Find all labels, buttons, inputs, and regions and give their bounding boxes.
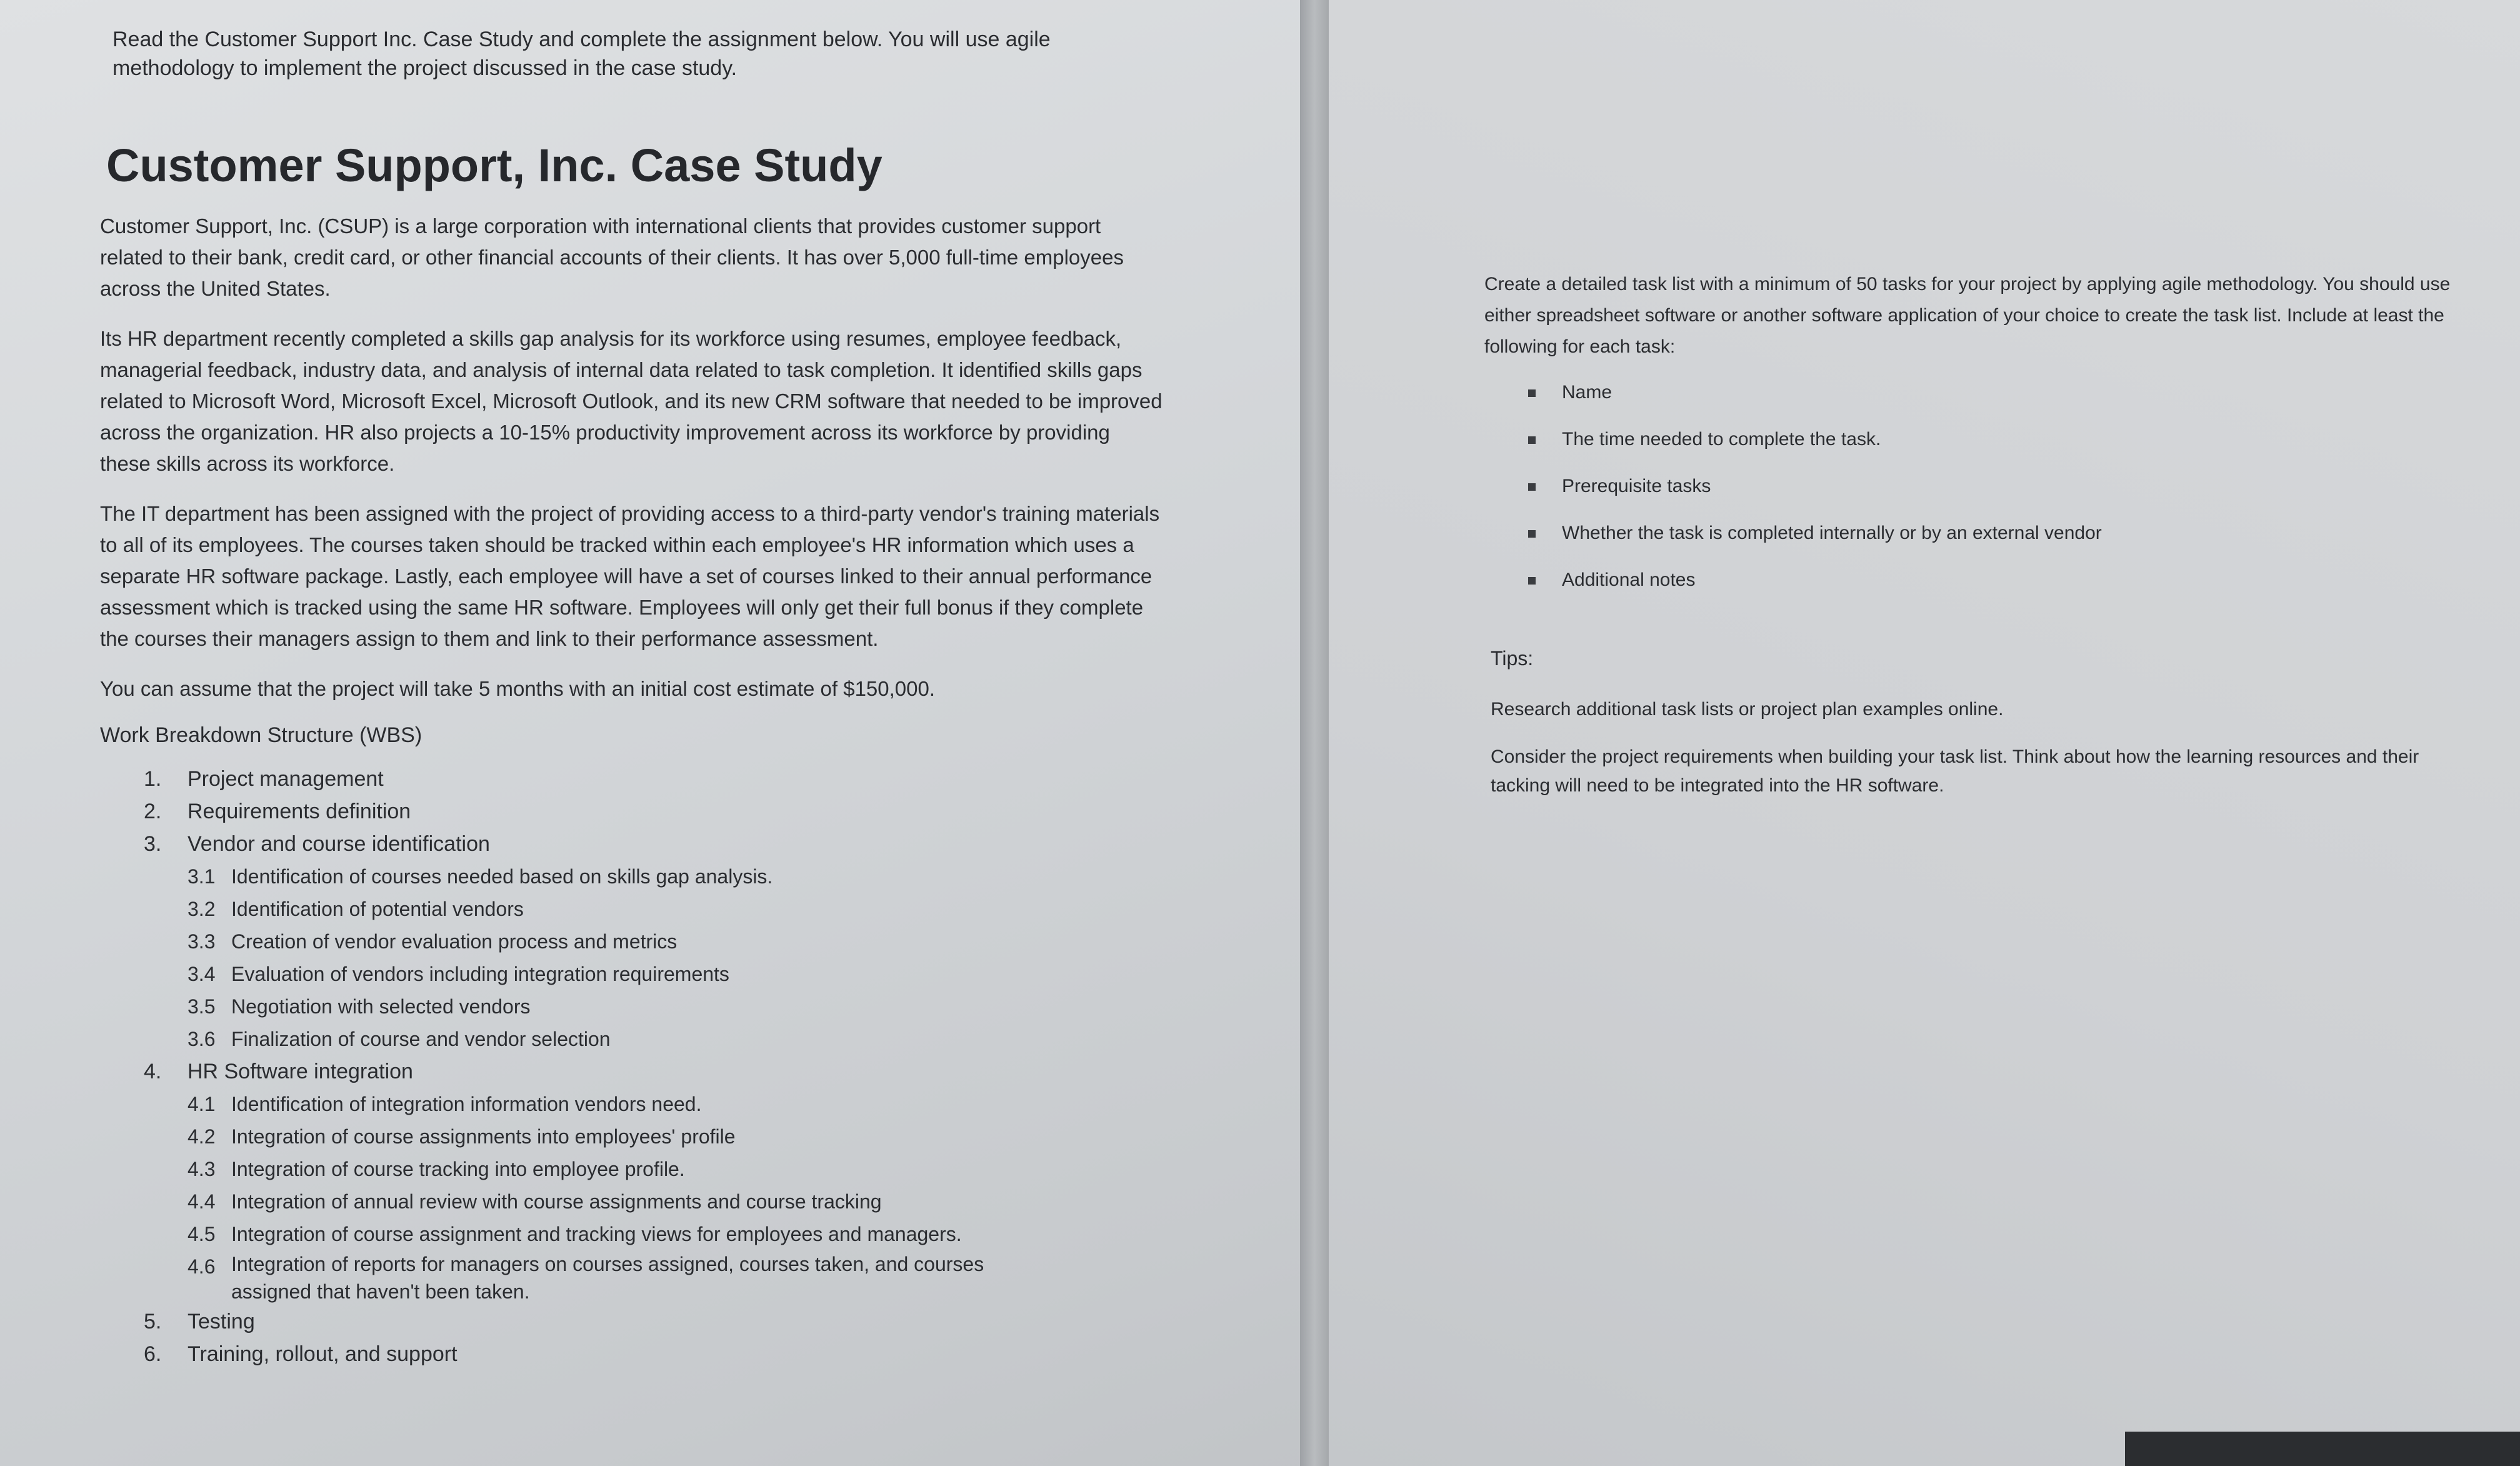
wbs-subitem <box>188 1185 1200 1218</box>
wbs-subitem-number: 3.3 <box>188 930 216 953</box>
wbs-subitem-label: Identification of potential vendors <box>231 898 524 920</box>
bullet-icon <box>1528 389 1536 397</box>
wbs-item-number: 3. <box>144 832 162 856</box>
wbs-subitem <box>188 1250 1000 1305</box>
wbs-item-number: 4. <box>144 1060 162 1083</box>
requirement-item <box>1528 463 2459 510</box>
bullet-icon <box>1528 530 1536 538</box>
requirement-label: Additional notes <box>1562 570 1696 590</box>
wbs-item <box>144 795 1200 828</box>
wbs-sublist <box>144 1088 1200 1305</box>
wbs-subitem-label: Negotiation with selected vendors <box>231 995 531 1018</box>
tips-heading: Tips: <box>1491 647 1534 670</box>
wbs-subitem <box>188 958 1200 990</box>
task-requirements-list <box>1484 369 2459 603</box>
requirement-item <box>1528 510 2459 556</box>
right-page-content <box>1484 269 2459 819</box>
wbs-subitem-number: 3.4 <box>188 963 216 985</box>
tip-text: Consider the project requirements when building your task list. Think about how the learning resources and their tacking will need to be integrated into the HR software. <box>1491 746 2419 796</box>
wbs-subitem <box>188 893 1200 925</box>
wbs-subitem <box>188 925 1200 958</box>
wbs-item-number: 5. <box>144 1310 162 1333</box>
case-study-paragraph: You can assume that the project will take 5 months with an initial cost estimate of $150,000. <box>100 677 936 700</box>
wbs-subitem-label: Integration of course assignment and tracking views for employees and managers. <box>231 1223 962 1245</box>
wbs-subitem-number: 3.5 <box>188 995 216 1018</box>
wbs-item-number: 1. <box>144 767 162 791</box>
wbs-subitem-number: 4.3 <box>188 1158 216 1180</box>
wbs-item-label: Testing <box>188 1310 255 1333</box>
requirement-item <box>1528 369 2459 416</box>
wbs-subitem-label: Finalization of course and vendor selection <box>231 1028 611 1050</box>
wbs-item-label: Requirements definition <box>188 800 411 823</box>
page-divider <box>1300 0 1329 1466</box>
wbs-item-number: 6. <box>144 1342 162 1366</box>
wbs-subitem-number: 4.1 <box>188 1093 216 1115</box>
wbs-subitem-number: 4.5 <box>188 1223 216 1245</box>
case-study-paragraph: Customer Support, Inc. (CSUP) is a large corporation with international clients that provides customer support related to their bank, credit card, or other financial accounts of their clients. It has over 5,000 full-time employees across the United States. <box>100 214 1124 300</box>
wbs-item <box>144 1305 1200 1338</box>
wbs-item-label: Project management <box>188 767 384 791</box>
requirement-label: Whether the task is completed internally or by an external vendor <box>1562 523 2102 543</box>
wbs-subitem-number: 3.1 <box>188 865 216 888</box>
wbs-subitem-number: 4.6 <box>188 1255 216 1278</box>
requirement-label: Prerequisite tasks <box>1562 476 1711 496</box>
wbs-subitem-label: Evaluation of vendors including integration requirements <box>231 963 729 985</box>
wbs-item <box>144 828 1200 1055</box>
wbs-subitem-label: Integration of annual review with course assignments and course tracking <box>231 1190 882 1213</box>
wbs-heading: Work Breakdown Structure (WBS) <box>100 723 422 747</box>
wbs-subitem <box>188 1023 1200 1055</box>
wbs-subitem <box>188 990 1200 1023</box>
wbs-item <box>144 763 1200 795</box>
wbs-subitem <box>188 1153 1200 1185</box>
wbs-subitem-number: 3.2 <box>188 898 216 920</box>
case-study-paragraph: Its HR department recently completed a skills gap analysis for its workforce using resumes, employee feedback, managerial feedback, industry data, and analysis of internal data related to task completion. It identified skills gaps related to Microsoft Word, Microsoft Excel, Microsoft Outlook, and its new CRM software that needed to be improved across the organization. HR also projects a 10-15% productivity improvement across its workforce by providing these skills across its workforce. <box>100 327 1162 475</box>
wbs-item <box>144 1055 1200 1305</box>
bullet-icon <box>1528 483 1536 491</box>
wbs-subitem-label: Identification of courses needed based on skills gap analysis. <box>231 865 773 888</box>
wbs-item <box>144 1338 1200 1370</box>
wbs-sublist <box>144 860 1200 1055</box>
wbs-subitem <box>188 1120 1200 1153</box>
wbs-item-number: 2. <box>144 800 162 823</box>
wbs-item-label: HR Software integration <box>188 1060 413 1083</box>
wbs-subitem-label: Integration of course assignments into employees' profile <box>231 1125 736 1148</box>
wbs-subitem-label: Creation of vendor evaluation process and metrics <box>231 930 678 953</box>
assignment-intro: Read the Customer Support Inc. Case Study and complete the assignment below. You will use agile methodology to implement the project discussed in the case study. <box>112 28 1051 80</box>
wbs-subitem-label: Identification of integration information vendors need. <box>231 1093 702 1115</box>
wbs-subitem-number: 4.4 <box>188 1190 216 1213</box>
wbs-item-label: Vendor and course identification <box>188 832 490 856</box>
wbs-subitem-label: Integration of reports for managers on courses assigned, courses taken, and courses assigned that haven't been taken. <box>231 1253 984 1303</box>
case-study-title: Customer Support, Inc. Case Study <box>106 139 882 191</box>
requirement-label: The time needed to complete the task. <box>1562 429 1881 449</box>
bullet-icon <box>1528 436 1536 444</box>
case-study-paragraph: The IT department has been assigned with the project of providing access to a third-party vendor's training materials to all of its employees. The courses taken should be tracked within each employee's HR information which uses a separate HR software package. Lastly, each employee will have a set of courses linked to their annual performance assessment which is tracked using the same HR software. Employees will only get their full bonus if they complete the courses their managers assign to them and link to their performance assessment. <box>100 502 1160 650</box>
monitor-bezel-edge <box>2125 1432 2520 1466</box>
wbs-subitem-number: 3.6 <box>188 1028 216 1050</box>
bullet-icon <box>1528 577 1536 585</box>
wbs-subitem <box>188 1218 1200 1250</box>
requirement-label: Name <box>1562 382 1612 403</box>
wbs-subitem <box>188 860 1200 893</box>
tip-text: Research additional task lists or project plan examples online. <box>1491 699 2004 720</box>
left-page-content <box>100 25 1200 1370</box>
task-list-instructions: Create a detailed task list with a minimum of 50 tasks for your project by applying agile methodology. You should use either spreadsheet software or another software application of your choice to create the task list. Include at least the following for each task: <box>1484 274 2451 357</box>
requirement-item <box>1528 556 2459 603</box>
requirement-item <box>1528 416 2459 463</box>
wbs-list <box>100 763 1200 1370</box>
wbs-subitem-label: Integration of course tracking into employee profile. <box>231 1158 685 1180</box>
wbs-subitem <box>188 1088 1200 1120</box>
wbs-item-label: Training, rollout, and support <box>188 1342 458 1366</box>
wbs-subitem-number: 4.2 <box>188 1125 216 1148</box>
